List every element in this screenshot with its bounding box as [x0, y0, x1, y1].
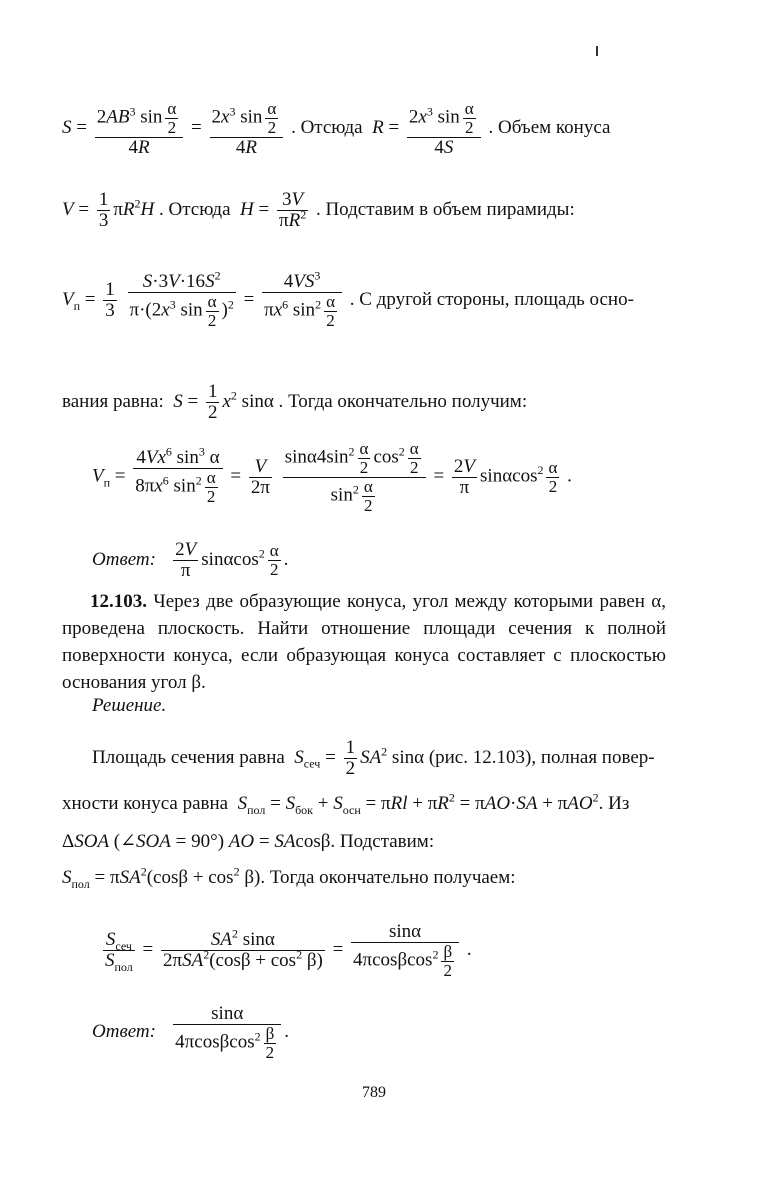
page-number: 789 — [362, 1084, 386, 1101]
line-vaniya: вания равна: S = $\frac{1}{2}$ $x^2$ sinα . Тогда окончательно получим: — [62, 381, 528, 423]
formula-ratio: $\frac{S_{сеч}}{S_{пол}}$ = $\frac{SA^2 \sin\alpha}{2\pi SA^2(\cos\beta + \cos^2 \beta)}$ = sinα 4πcosβcos$^2$ $\frac{\beta}{2}$ . — [105, 921, 472, 980]
line-polnaya: хности конуса равна $S_{пол} = S_{бок} + S_{осн} = \pi Rl + \pi R^2 = \pi AO\cdot SA + \pi AO^2$. Из — [62, 790, 630, 817]
problem-number: 12.103. — [90, 591, 147, 612]
formula-V: V = $\frac{1}{3}$ $\pi R^2H$ . Отсюда H = $\frac{3V}{\pi R^2}$ . Подставим в объем пирамиды: — [62, 189, 575, 231]
answer-2: Ответ: sinα 4πcosβcos$^2$ $\frac{\beta}{2}$ . — [92, 1003, 289, 1062]
line-spol: $S_{пол} = \pi SA^2(\cos\beta + \cos^2 \beta)$. Тогда окончательно получаем: — [62, 864, 516, 891]
answer-2-label: Ответ: — [92, 1021, 156, 1043]
text-podstavim-2: . Подставим: — [330, 831, 435, 852]
text-obem-konusa: Объем конуса — [497, 117, 611, 139]
text-otsyuda-1: Отсюда — [300, 117, 363, 139]
formula-Vp-final: $V_п$ = 4Vx$^6$ $\sin^3 \alpha$ $8\pi x^6$ $\sin^2$ $\frac{\alpha}{2}$ = $\frac{V}{2\pi}$ $\sin\alpha 4\sin^2$ $\frac{\alpha}{2}$ $\cos^2$ $\frac{\alpha}{2}$ $\sin^2$ $\frac{\alpha}{2}$ = $\frac{2V}{\pi}$ sinαcos$^2$ $\frac{\alpha}{2}$ . — [92, 439, 572, 515]
text-hnosti: хности конуса равна — [62, 793, 229, 814]
formula-Vp: $V_п$ = $\frac{1}{3}$ $S\cdot 3V\cdot 16S^2$ $\pi\cdot(2x^3$ sin $\frac{\alpha}{2}$ )$^2$ = $4VS^3$ $\pi x^6$ $\sin^2$ $\frac{\alpha}{2}$ . С другой стороны, площадь осно- — [62, 268, 634, 330]
text-otsyuda-2: Отсюда — [168, 198, 231, 220]
text-vaniya: вания равна: — [62, 390, 164, 412]
answer-1: Ответ: $\frac{2V}{\pi}$ sinαcos$^2$ $\frac{\alpha}{2}$ . — [92, 539, 289, 581]
scan-mark — [596, 46, 598, 56]
solution-label: Решение. — [92, 695, 167, 716]
answer-1-label: Ответ: — [92, 548, 156, 570]
text-ris: (рис. 12.103), полная повер- — [428, 746, 655, 768]
text-iz: . Из — [598, 793, 630, 814]
text-ploshad: Площадь сечения равна — [92, 746, 285, 768]
text-podstavim: Подставим в объем пирамиды: — [325, 198, 575, 220]
problem-text: Через две образующие конуса, угол между которыми равен α, проведена плоскость. Найти отношение площади сечения к полной поверхности конуса, если образующая конуса составляет с плоскостью основания угол β. — [62, 591, 666, 693]
formula-S: S = $2AB^3$ sin $\frac{\alpha}{2}$ 4R = $2x^3$ sin $\frac{\alpha}{2}$ 4R . Отсюда R = $2x^3$ sin $\frac{\alpha}{2}$ 4S . Объем конуса — [62, 99, 611, 158]
line-secheniya: Площадь сечения равна $S_{сеч}$ = $\frac{1}{2}$ $SA^2$ sinα (рис. 12.103), полная повер- — [92, 737, 655, 779]
problem-12-103 — [62, 588, 666, 696]
text-drugoy: С другой стороны, площадь осно- — [359, 289, 634, 311]
line-triangle: ΔSOA (∠SOA = 90°) AO = SAcosβ. Подставим: — [62, 831, 435, 852]
text-togda-2: . Тогда окончательно получаем: — [260, 867, 516, 888]
text-togda-1: Тогда окончательно получим: — [288, 390, 528, 412]
